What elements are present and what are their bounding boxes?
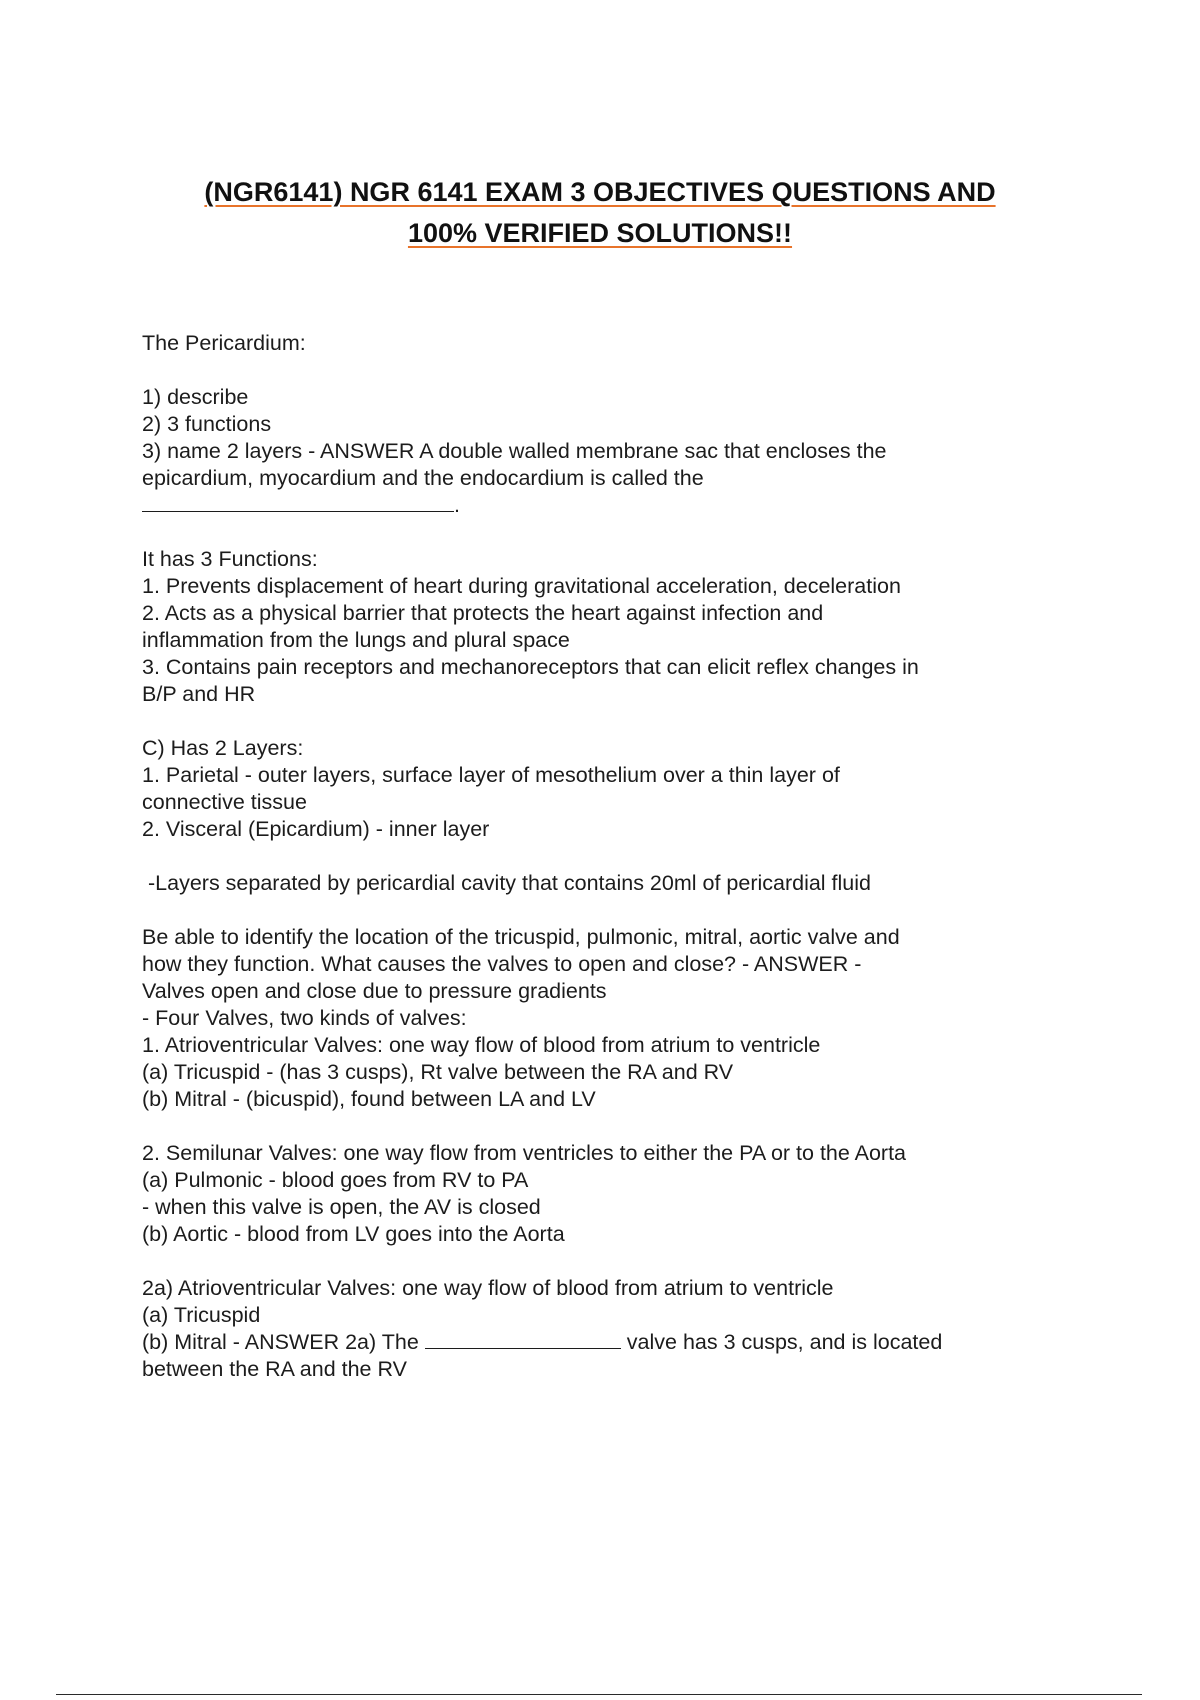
pericardium-heading-block: [142, 330, 1072, 357]
question-2a-continued: between the RA and the RV: [142, 1357, 407, 1381]
function-2-continued: inflammation from the lungs and plural space: [142, 628, 570, 652]
function-2: 2. Acts as a physical barrier that protects the heart against infection and: [142, 601, 824, 625]
av-valves-heading: 1. Atrioventricular Valves: one way flow of blood from atrium to ventricle: [142, 1033, 821, 1057]
semilunar-aortic: (b) Aortic - blood from LV goes into the Aorta: [142, 1222, 565, 1246]
valves-question: Be able to identify the location of the tricuspid, pulmonic, mitral, aortic valve and: [142, 925, 900, 949]
title-line-1: (NGR6141) NGR 6141 EXAM 3 OBJECTIVES QUESTIONS AND: [204, 177, 996, 207]
question-2a-block: [142, 1275, 1072, 1383]
layers-block: [142, 735, 1072, 843]
document-body: [142, 330, 1072, 1410]
question-2a-mitral-answer: [142, 1329, 1072, 1356]
valves-block: [142, 924, 1072, 1113]
layer-parietal: 1. Parietal - outer layers, surface layer of mesothelium over a thin layer of: [142, 763, 840, 787]
fill-in-blank-line: [142, 492, 1072, 519]
function-1: 1. Prevents displacement of heart during gravitational acceleration, deceleration: [142, 574, 901, 598]
valves-question-continued: how they function. What causes the valves to open and close? - ANSWER -: [142, 952, 862, 976]
answer-blank: [142, 493, 454, 512]
functions-block: [142, 546, 1072, 708]
question-layers: 3) name 2 layers - ANSWER A double walled membrane sac that encloses the: [142, 439, 887, 463]
semilunar-block: [142, 1140, 1072, 1248]
document-title: [140, 172, 1060, 254]
semilunar-heading: 2. Semilunar Valves: one way flow from ventricles to either the PA or to the Aorta: [142, 1141, 907, 1165]
answer-2a-blank: [425, 1330, 621, 1349]
pericardium-heading: The Pericardium:: [142, 331, 306, 355]
pericardium-question-block: [142, 384, 1072, 519]
function-3: 3. Contains pain receptors and mechanoreceptors that can elicit reflex changes in: [142, 655, 919, 679]
valves-answer-kinds: - Four Valves, two kinds of valves:: [142, 1006, 467, 1030]
answer-2a-suffix: valve has 3 cusps, and is located: [626, 1330, 943, 1354]
layer-parietal-continued: connective tissue: [142, 790, 307, 814]
av-valve-tricuspid: (a) Tricuspid - (has 3 cusps), Rt valve between the RA and RV: [142, 1060, 734, 1084]
semilunar-pulmonic-note: - when this valve is open, the AV is closed: [142, 1195, 541, 1219]
av-valve-mitral: (b) Mitral - (bicuspid), found between LA and LV: [142, 1087, 596, 1111]
question-functions: 2) 3 functions: [142, 412, 272, 436]
function-3-continued: B/P and HR: [142, 682, 256, 706]
layers-heading: C) Has 2 Layers:: [142, 736, 304, 760]
cavity-note: -Layers separated by pericardial cavity that contains 20ml of pericardial fluid: [148, 871, 872, 895]
semilunar-pulmonic: (a) Pulmonic - blood goes from RV to PA: [142, 1168, 529, 1192]
layer-visceral: 2. Visceral (Epicardium) - inner layer: [142, 817, 490, 841]
valves-answer: Valves open and close due to pressure gradients: [142, 979, 607, 1003]
functions-heading: It has 3 Functions:: [142, 547, 318, 571]
question-layers-continued: epicardium, myocardium and the endocardium is called the: [142, 466, 704, 490]
cavity-note-block: [142, 870, 1072, 897]
title-line-2: 100% VERIFIED SOLUTIONS!!: [407, 218, 793, 248]
answer-2a-prefix: (b) Mitral - ANSWER 2a) The: [142, 1330, 419, 1354]
question-2a-heading: 2a) Atrioventricular Valves: one way flow of blood from atrium to ventricle: [142, 1276, 834, 1300]
blank-period: .: [454, 493, 460, 517]
question-2a-tricuspid: (a) Tricuspid: [142, 1303, 261, 1327]
footer-divider: [56, 1694, 1142, 1695]
question-describe: 1) describe: [142, 385, 249, 409]
